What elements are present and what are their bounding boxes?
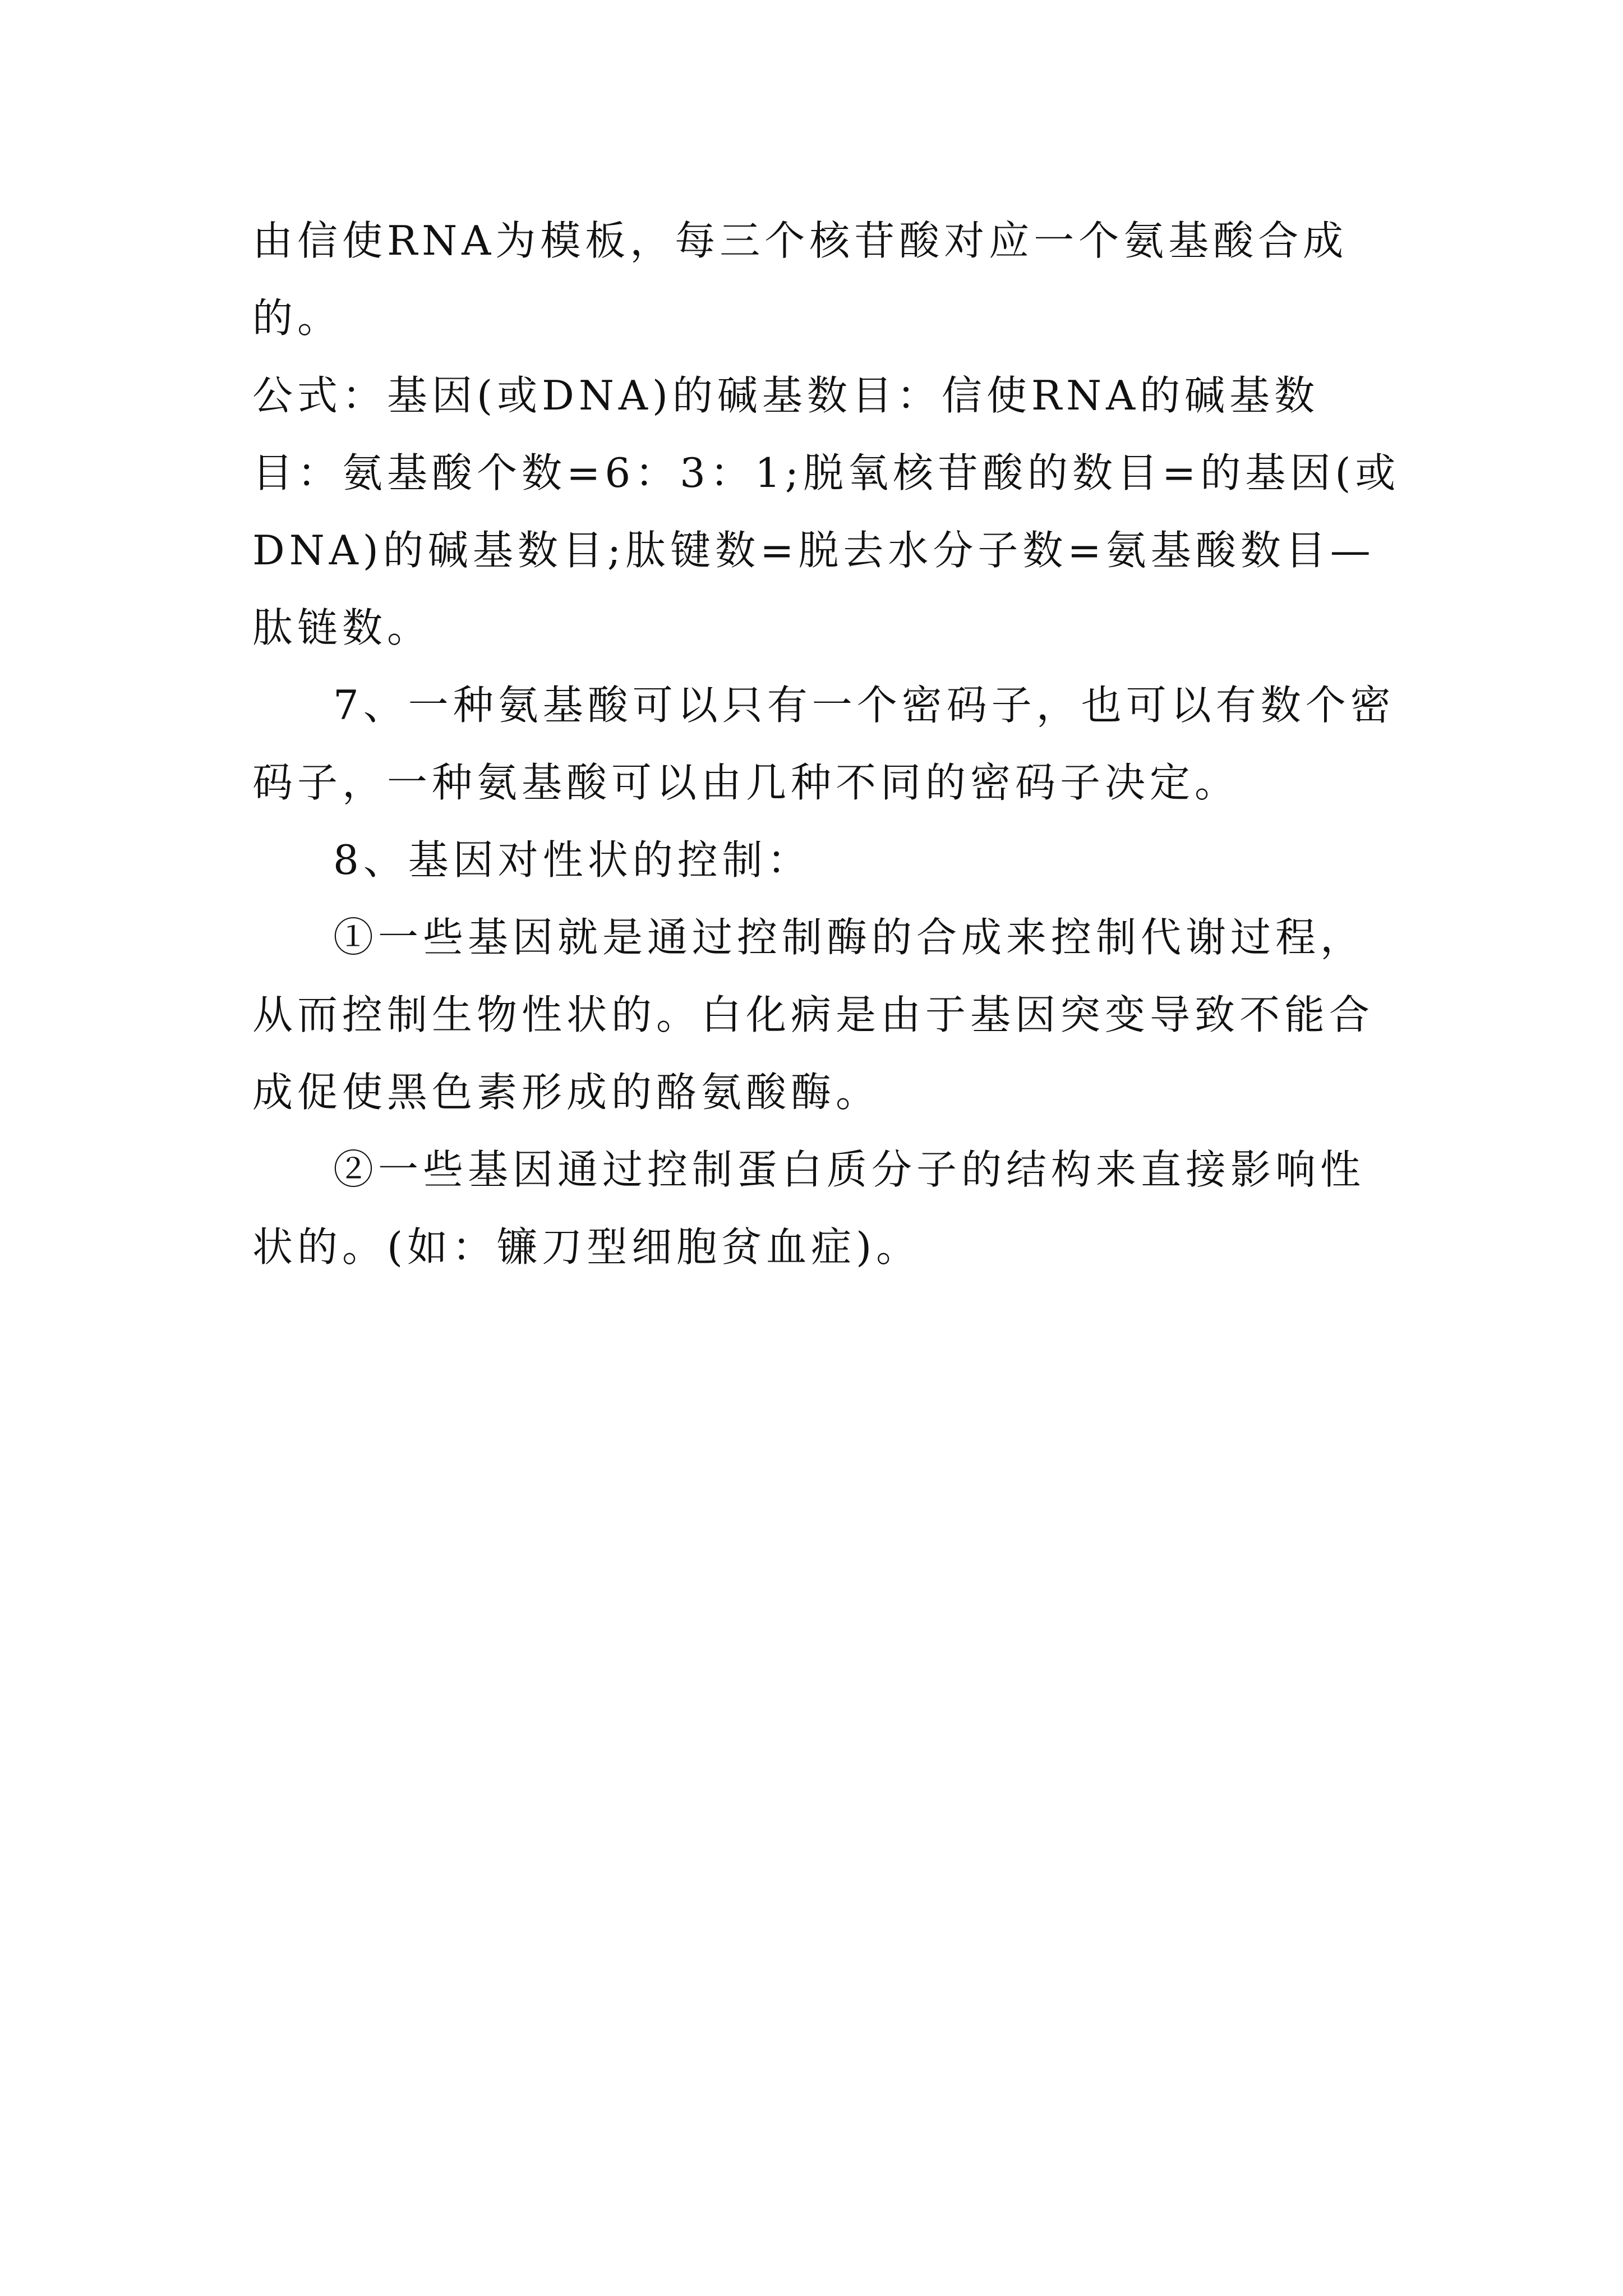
paragraph-formula: 公式：基因(或DNA)的碱基数目：信使RNA的碱基数目：氨基酸个数=6：3：1;脱氧核苷酸的数目=的基因(或DNA)的碱基数目;肽键数=脱去水分子数=氨基酸数目—肽链数。 bbox=[252, 372, 1400, 651]
paragraph-rna-template: 由信使RNA为模板，每三个核苷酸对应一个氨基酸合成的。 bbox=[252, 217, 1348, 342]
paragraph-enzyme-control: ①一些基因就是通过控制酶的合成来控制代谢过程，从而控制生物性状的。白化病是由于基因突变导致不能合成促使黑色素形成的酪氨酸酶。 bbox=[252, 914, 1375, 1116]
paragraph-gene-control-heading: 8、基因对性状的控制： bbox=[333, 836, 812, 884]
document-body bbox=[252, 202, 1402, 1286]
paragraph-codon: 7、一种氨基酸可以只有一个密码子，也可以有数个密码子，一种氨基酸可以由几种不同的密码子决定。 bbox=[252, 682, 1395, 806]
paragraph-protein-structure: ②一些基因通过控制蛋白质分子的结构来直接影响性状的。(如：镰刀型细胞贫血症)。 bbox=[252, 1146, 1366, 1271]
